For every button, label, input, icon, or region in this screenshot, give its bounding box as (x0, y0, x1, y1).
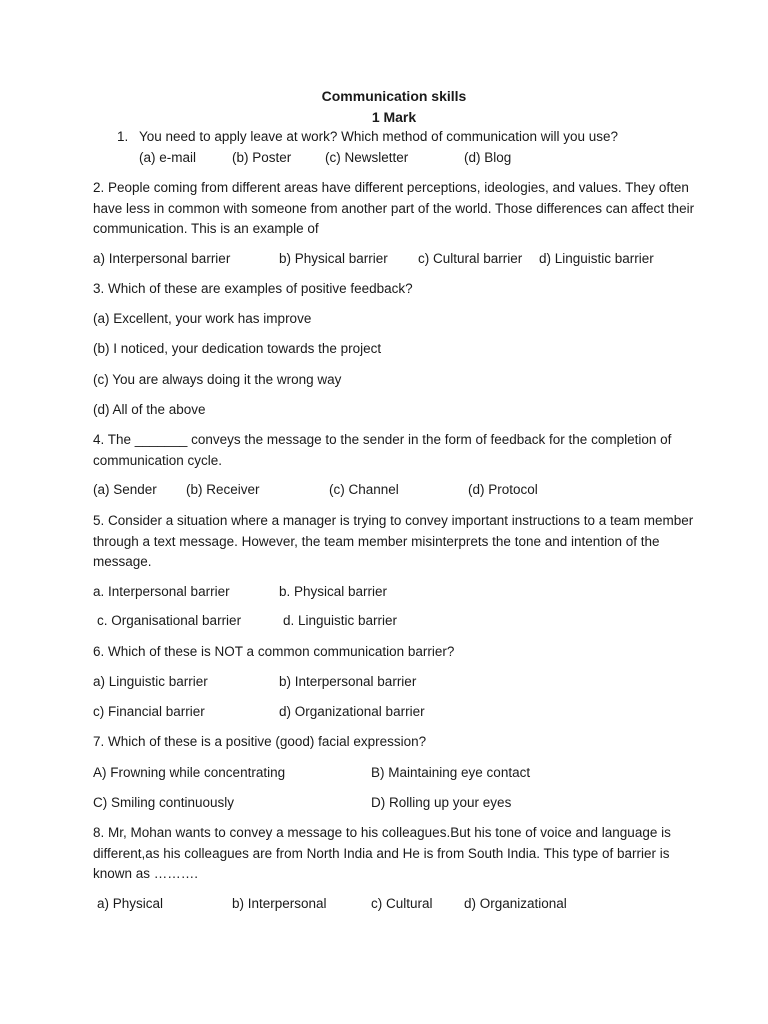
q1-option-d: (d) Blog (464, 150, 512, 165)
q5-option-b: b. Physical barrier (279, 584, 388, 599)
q4-text: 4. The _______ conveys the message to the sender in the form of feedback for the completion of communication cycle. (93, 432, 672, 468)
q7-text: 7. Which of these is a positive (good) facial expression? (93, 734, 427, 749)
q5-text: 5. Consider a situation where a manager is trying to convey important instructions to a team member through a text message. However, the team member misinterprets the tone and intention of the message. (93, 513, 694, 569)
q3-option-a: (a) Excellent, your work has improve (93, 311, 312, 326)
q3-text: 3. Which of these are examples of positive feedback? (93, 281, 413, 296)
q2-text: 2. People coming from different areas have different perceptions, ideologies, and values. They often have less in common with someone from another part of the world. Those differences can affect their communication. This is an example of (93, 180, 695, 236)
q1-option-c: (c) Newsletter (325, 150, 409, 165)
q1-text: You need to apply leave at work? Which method of communication will you use? (139, 129, 619, 144)
q1-option-a: (a) e-mail (139, 150, 197, 165)
q6-option-a: a) Linguistic barrier (93, 674, 208, 689)
q2-option-c: c) Cultural barrier (418, 251, 523, 266)
q7-option-c: C) Smiling continuously (93, 795, 235, 810)
q6-option-b: b) Interpersonal barrier (279, 674, 417, 689)
document-title: Communication skills (321, 88, 467, 104)
q5-option-a: a. Interpersonal barrier (93, 584, 230, 599)
q2-option-d: d) Linguistic barrier (539, 251, 654, 266)
q8-text: 8. Mr, Mohan wants to convey a message to his colleagues.But his tone of voice and language is different,as his colleagues are from North India and He is from South India. This type of barrier is known as ………. (93, 825, 671, 881)
q4-option-c: (c) Channel (329, 482, 399, 497)
q8-option-d: d) Organizational (464, 896, 567, 911)
q7-option-a: A) Frowning while concentrating (93, 765, 286, 780)
q8-option-a: a) Physical (97, 896, 164, 911)
q3-option-c: (c) You are always doing it the wrong way (93, 372, 342, 387)
q8-option-c: c) Cultural (371, 896, 433, 911)
q6-option-c: c) Financial barrier (93, 704, 205, 719)
document-subtitle: 1 Mark (371, 109, 417, 125)
q1-option-b: (b) Poster (232, 150, 292, 165)
q5-option-c: c. Organisational barrier (97, 613, 242, 628)
q6-text: 6. Which of these is NOT a common communication barrier? (93, 644, 455, 659)
q2-option-b: b) Physical barrier (279, 251, 388, 266)
q5-option-d: d. Linguistic barrier (283, 613, 398, 628)
q3-option-d: (d) All of the above (93, 402, 206, 417)
q7-option-d: D) Rolling up your eyes (371, 795, 512, 810)
q2-option-a: a) Interpersonal barrier (93, 251, 231, 266)
q4-option-d: (d) Protocol (468, 482, 538, 497)
q8-option-b: b) Interpersonal (232, 896, 327, 911)
q4-option-a: (a) Sender (93, 482, 157, 497)
q6-option-d: d) Organizational barrier (279, 704, 425, 719)
q7-option-b: B) Maintaining eye contact (371, 765, 531, 780)
q3-option-b: (b) I noticed, your dedication towards the project (93, 341, 382, 356)
q1-number: 1. (117, 129, 129, 144)
q4-option-b: (b) Receiver (186, 482, 260, 497)
